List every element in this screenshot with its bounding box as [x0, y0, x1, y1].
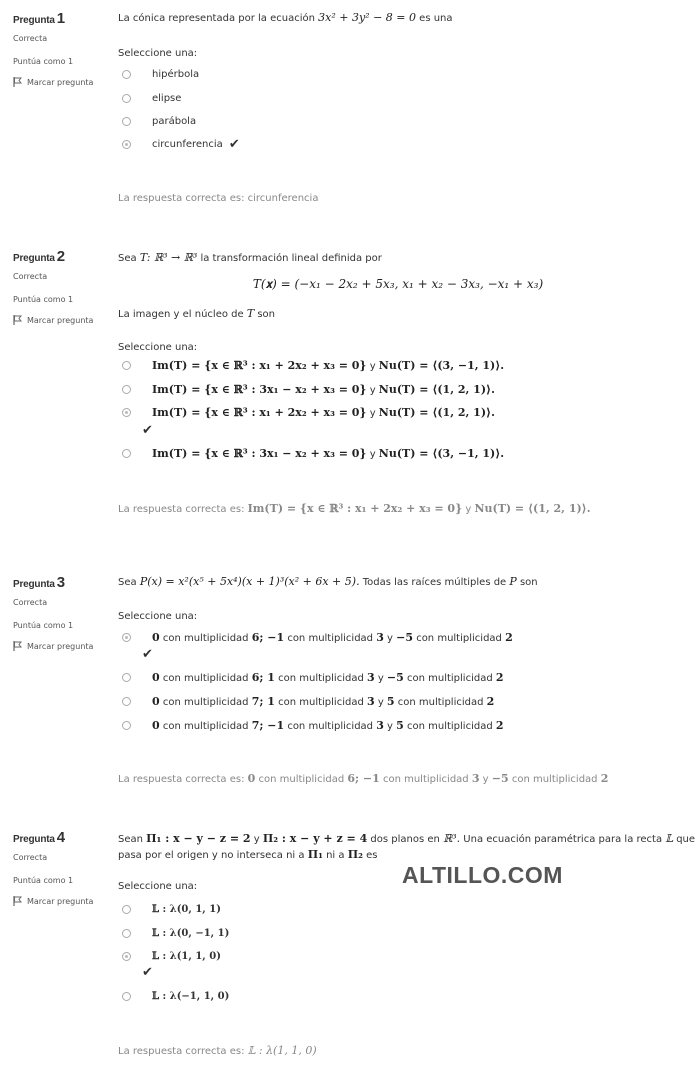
flag-question-button[interactable]: [13, 77, 113, 87]
text: con multiplicidad: [255, 774, 348, 785]
text: y: [366, 361, 379, 372]
radio-button[interactable]: [122, 449, 131, 458]
question-number: [13, 10, 113, 27]
correct-answer-feedback: [118, 1044, 317, 1057]
radio-button[interactable]: [122, 673, 131, 682]
question-state: Correcta: [13, 598, 48, 607]
text: con multiplicidad: [379, 774, 472, 785]
flag-label: Marcar pregunta: [27, 641, 94, 651]
correct-answer-feedback: [118, 193, 318, 204]
option-label: [152, 446, 504, 462]
math: 0: [152, 695, 160, 708]
text: son: [254, 309, 276, 320]
option-label: 𝕃 : λ(0, 1, 1): [152, 904, 221, 915]
question-state: Correcta: [13, 272, 48, 281]
equation: T: [246, 307, 255, 320]
math: 7; −1: [251, 719, 285, 732]
question-label: Pregunta: [13, 834, 55, 845]
option-label: elipse: [152, 93, 182, 104]
flag-label: Marcar pregunta: [27, 896, 94, 906]
option-label: hipérbola: [152, 69, 200, 80]
equation: P(x) = x²(x⁵ + 5x⁴)(x + 1)³(x² + 6x + 5).: [139, 575, 360, 588]
question-state: Correcta: [13, 34, 48, 43]
option-b[interactable]: [122, 91, 181, 106]
check-icon: ✔: [142, 965, 153, 980]
question-text: [118, 10, 453, 26]
text: ni a: [322, 850, 348, 861]
watermark-logo: ALTILLO.COM: [402, 862, 563, 888]
question-number: [13, 829, 113, 846]
option-d[interactable]: [122, 989, 229, 1004]
text: con multiplicidad: [284, 721, 377, 732]
feedback-label: La respuesta correcta es:: [118, 774, 248, 785]
text: y: [366, 449, 379, 460]
text: La imagen y el núcleo de: [118, 309, 247, 320]
math: 2: [495, 719, 504, 732]
text: con multiplicidad: [159, 633, 252, 644]
radio-button[interactable]: [122, 697, 131, 706]
radio-button[interactable]: [122, 992, 131, 1001]
text: con multiplicidad: [413, 633, 506, 644]
math: −5: [386, 671, 404, 684]
question-num: 2: [56, 248, 65, 265]
question-grade: Puntúa como 1: [13, 876, 74, 885]
radio-button[interactable]: [122, 117, 131, 126]
option-label: [152, 694, 494, 710]
text: Sea: [118, 577, 140, 588]
math: Im(T) = {𝐱 ∈ ℝ³ : x₁ + 2x₂ + x₃ = 0}: [152, 406, 367, 419]
feedback-value: 𝕃 : λ(1, 1, 0): [247, 1044, 317, 1057]
flag-icon: [13, 315, 22, 325]
radio-button[interactable]: [122, 929, 131, 938]
radio-button[interactable]: [122, 94, 131, 103]
option-b[interactable]: [122, 382, 495, 398]
equation: Π₁ : x − y − z = 2: [146, 832, 251, 845]
question-text: [118, 250, 382, 266]
question-label: Pregunta: [13, 253, 55, 264]
question-text-2: [118, 847, 377, 863]
text: con multiplicidad: [403, 673, 496, 684]
option-a[interactable]: [122, 902, 221, 917]
option-label: 𝕃 : λ(1, 1, 0): [152, 951, 221, 962]
radio-button-selected[interactable]: [122, 633, 131, 642]
text: Una ecuación paramétrica para la recta: [460, 834, 666, 845]
text: Todas las raíces múltiples de: [359, 577, 510, 588]
question-info: [13, 248, 113, 325]
feedback-label: La respuesta correcta es:: [118, 504, 248, 515]
math: 0: [247, 772, 256, 785]
text: es: [362, 850, 378, 861]
math: 3: [376, 631, 384, 644]
feedback-label: La respuesta correcta es:: [118, 193, 248, 204]
radio-button[interactable]: [122, 70, 131, 79]
math: 5: [386, 695, 395, 708]
question-label: Pregunta: [13, 15, 55, 26]
text: La cónica representada por la ecuación: [118, 13, 319, 24]
math: 0: [152, 719, 160, 732]
question-number: [13, 574, 113, 591]
select-prompt: Seleccione una:: [118, 342, 198, 353]
option-d[interactable]: [122, 718, 504, 734]
option-label: [152, 670, 504, 686]
flag-question-button[interactable]: [13, 896, 113, 906]
text: Sea: [118, 253, 140, 264]
text: con multiplicidad: [284, 633, 377, 644]
radio-button[interactable]: [122, 721, 131, 730]
text: con multiplicidad: [159, 673, 252, 684]
question-info: [13, 829, 113, 906]
equation: ℝ³.: [443, 832, 461, 845]
equation: P: [509, 575, 517, 588]
math: Nu(T) = ⟨(3, −1, 1)⟩.: [378, 359, 505, 372]
flag-icon: [13, 896, 22, 906]
text: dos planos en: [367, 834, 444, 845]
question-state: Correcta: [13, 853, 48, 862]
text: y: [383, 721, 397, 732]
question-info: [13, 10, 113, 87]
option-label: 𝕃 : λ(−1, 1, 0): [152, 991, 230, 1002]
question-num: 1: [56, 10, 65, 27]
option-a[interactable]: [122, 67, 199, 82]
option-c[interactable]: [122, 405, 495, 421]
text: y: [366, 408, 379, 419]
check-icon: ✔: [228, 137, 240, 152]
math: Im(T) = {𝐱 ∈ ℝ³ : x₁ + 2x₂ + x₃ = 0}: [247, 502, 463, 515]
question-info: [13, 574, 113, 651]
text: que: [673, 834, 696, 845]
equation: Π₂: [347, 848, 363, 861]
math: Im(T) = {𝐱 ∈ ℝ³ : 3x₁ − x₂ + x₃ = 0}: [152, 383, 367, 396]
check-icon: ✔: [142, 647, 153, 662]
option-label: [152, 382, 495, 398]
radio-button-selected[interactable]: [122, 140, 131, 149]
question-text: [118, 831, 695, 847]
equation: 3x² + 3y² − 8 = 0: [318, 11, 416, 24]
option-label: parábola: [152, 116, 197, 127]
math: 3: [376, 719, 384, 732]
text: son: [516, 577, 538, 588]
text: la transformación lineal definida por: [197, 253, 382, 264]
option-d[interactable]: [122, 446, 504, 462]
text: y: [462, 504, 475, 515]
question-num: 3: [56, 574, 65, 591]
text: y: [374, 673, 387, 684]
text: con multiplicidad: [159, 697, 252, 708]
option-label: circunferencia: [152, 139, 223, 150]
question-text: [118, 574, 538, 590]
radio-button[interactable]: [122, 385, 131, 394]
radio-button[interactable]: [122, 361, 131, 370]
question-label: Pregunta: [13, 579, 55, 590]
question-text-2: [118, 306, 275, 322]
text: y: [479, 774, 492, 785]
question-grade: Puntúa como 1: [13, 621, 74, 630]
math: 0: [152, 671, 160, 684]
text: con multiplicidad: [403, 721, 496, 732]
select-prompt: Seleccione una:: [118, 881, 198, 892]
math: 5: [396, 719, 404, 732]
text: con multiplicidad: [508, 774, 601, 785]
option-c[interactable]: [122, 949, 221, 964]
radio-button-selected[interactable]: [122, 408, 131, 417]
math: Nu(T) = ⟨(1, 2, 1)⟩.: [378, 406, 495, 419]
question-grade: Puntúa como 1: [13, 57, 74, 66]
text: y: [250, 834, 263, 845]
option-b[interactable]: [122, 670, 504, 686]
option-label: 𝕃 : λ(0, −1, 1): [152, 928, 230, 939]
math: 3: [366, 695, 375, 708]
text: y: [374, 697, 387, 708]
display-equation: T(𝐱) = (−x₁ − 2x₂ + 5x₃, x₁ + x₂ − 3x₃, −x₁ + x₃): [252, 277, 544, 291]
text: pasa por el origen y no interseca ni a: [118, 850, 308, 861]
flag-label: Marcar pregunta: [27, 315, 94, 325]
feedback-label: La respuesta correcta es:: [118, 1046, 248, 1057]
flag-icon: [13, 77, 22, 87]
math: 2: [505, 631, 513, 644]
text: con multiplicidad: [274, 673, 367, 684]
math: 6; −1: [347, 772, 380, 785]
flag-label: Marcar pregunta: [27, 77, 94, 87]
text: es una: [416, 13, 453, 24]
equation: T: ℝ³ → ℝ³: [139, 251, 198, 264]
math: Nu(T) = ⟨(1, 2, 1)⟩.: [474, 502, 591, 515]
select-prompt: Seleccione una:: [118, 611, 198, 622]
option-c[interactable]: [122, 694, 494, 710]
math: Nu(T) = ⟨(1, 2, 1)⟩.: [378, 383, 495, 396]
text: con multiplicidad: [274, 697, 367, 708]
equation: Π₁: [307, 848, 323, 861]
question-num: 4: [56, 829, 65, 846]
option-b[interactable]: [122, 926, 229, 941]
math: 0: [152, 631, 160, 644]
flag-question-button[interactable]: [13, 641, 113, 651]
option-a[interactable]: [122, 358, 504, 374]
question-number: [13, 248, 113, 265]
math: 3: [471, 772, 480, 785]
option-c[interactable]: [122, 114, 196, 129]
radio-button-selected[interactable]: [122, 952, 131, 961]
option-label: [152, 405, 495, 421]
math: Nu(T) = ⟨(3, −1, 1)⟩.: [378, 447, 505, 460]
check-icon: ✔: [142, 423, 153, 438]
option-label: [152, 358, 504, 374]
equation: Π₂ : x − y + z = 4: [262, 832, 368, 845]
math: 7; 1: [251, 695, 275, 708]
option-a[interactable]: [122, 630, 513, 646]
math: 3: [366, 671, 375, 684]
select-prompt: Seleccione una:: [118, 48, 198, 59]
text: con multiplicidad: [394, 697, 487, 708]
text: Sean: [118, 834, 147, 845]
math: −5: [396, 631, 414, 644]
math: 2: [600, 772, 609, 785]
correct-answer-feedback: [118, 502, 591, 515]
text: y: [366, 385, 379, 396]
math: −5: [491, 772, 509, 785]
radio-button[interactable]: [122, 905, 131, 914]
math: 6; 1: [251, 671, 275, 684]
question-grade: Puntúa como 1: [13, 295, 74, 304]
option-d[interactable]: [122, 137, 240, 152]
math: 6; −1: [251, 631, 285, 644]
math: Im(T) = {𝐱 ∈ ℝ³ : 3x₁ − x₂ + x₃ = 0}: [152, 447, 367, 460]
flag-icon: [13, 641, 22, 651]
math: 2: [486, 695, 495, 708]
text: y: [383, 633, 397, 644]
math: Im(T) = {𝐱 ∈ ℝ³ : x₁ + 2x₂ + x₃ = 0}: [152, 359, 367, 372]
correct-answer-feedback: [118, 772, 608, 785]
text: con multiplicidad: [159, 721, 252, 732]
equation: 𝕃: [665, 832, 674, 845]
feedback-value: circunferencia: [247, 193, 319, 204]
option-label: [152, 630, 513, 646]
flag-question-button[interactable]: [13, 315, 113, 325]
math: 2: [495, 671, 504, 684]
option-label: [152, 718, 504, 734]
